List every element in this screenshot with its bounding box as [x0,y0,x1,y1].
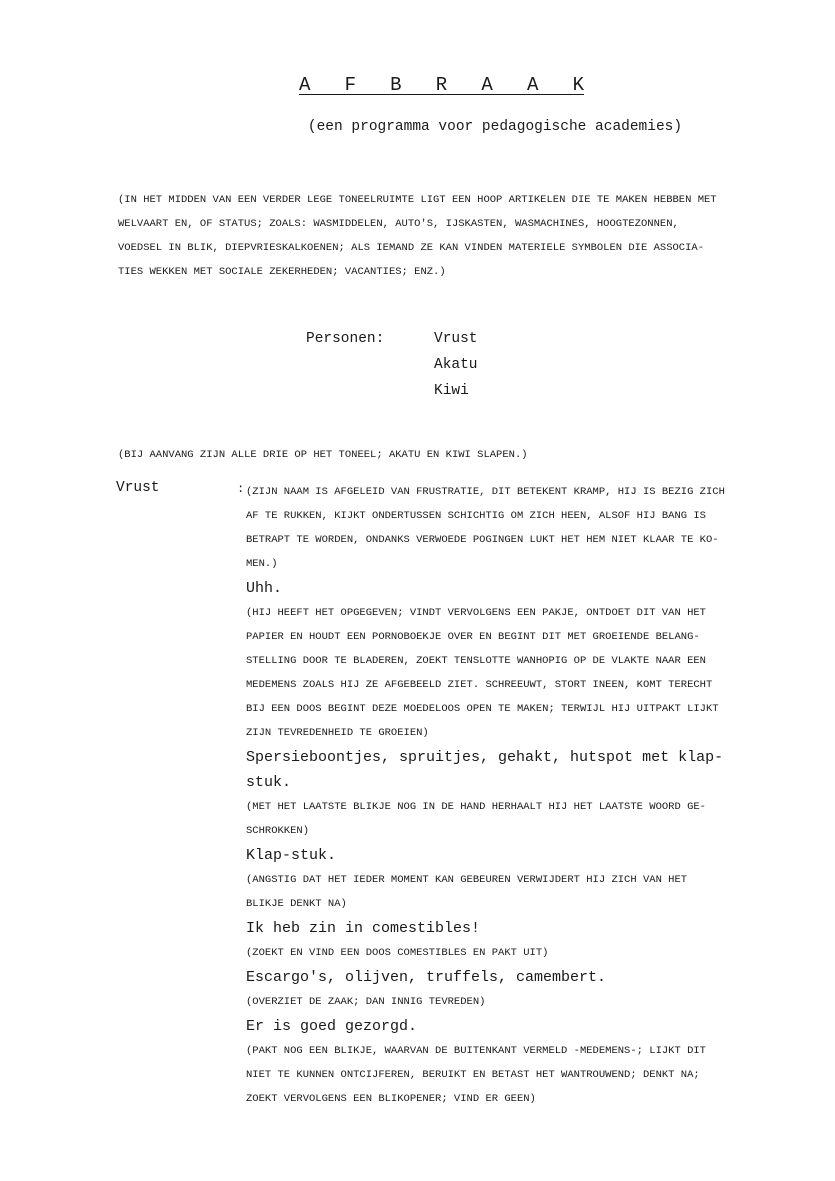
stage-direction-line: (HIJ HEEFT HET OPGEGEVEN; VINDT VERVOLGENS EEN PAKJE, ONTDOET DIT VAN HET [246,607,706,619]
stage-direction-line: ZOEKT VERVOLGENS EEN BLIKOPENER; VIND ER GEEN) [246,1093,536,1105]
stage-direction-line: BETRAPT TE WORDEN, ONDANKS VERWOEDE POGINGEN LUKT HET HEM NIET KLAAR TE KO- [246,534,719,546]
cast-name: Akatu [434,357,478,373]
spoken-line-text: Uhh. [246,580,283,597]
dialogue-body [246,480,786,1111]
spoken-line [246,965,786,990]
stage-direction [246,795,786,843]
cast-label: Personen: [306,331,385,347]
stage-direction-line: PAPIER EN HOUDT EEN PORNOBOEKJE OVER EN BEGINT DIT MET GROEIENDE BELANG- [246,631,700,643]
stage-direction-line: MEDEMENS ZOALS HIJ ZE AFGEBEELD ZIET. SCHREEUWT, STORT INEEN, KOMT TERECHT [246,679,713,691]
play-subtitle: (een programma voor pedagogische academies) [307,119,683,135]
stage-direction [246,1039,786,1111]
stage-intro-line: WELVAART EN, OF STATUS; ZOALS: WASMIDDELEN, AUTO'S, IJSKASTEN, WASMACHINES, HOOGTEZONNEN, [118,218,679,230]
play-title [0,74,835,96]
stage-direction-line: (MET HET LAATSTE BLIKJE NOG IN DE HAND HERHAALT HIJ HET LAATSTE WOORD GE- [246,801,706,813]
spoken-line [246,1014,786,1039]
spoken-line-text: Ik heb zin in comestibles! [246,920,481,937]
stage-direction [246,941,786,965]
stage-direction-line: (ZIJN NAAM IS AFGELEID VAN FRUSTRATIE, DIT BETEKENT KRAMP, HIJ IS BEZIG ZICH [246,486,725,498]
cast-name: Vrust [434,331,478,347]
stage-direction-line: BIJ EEN DOOS BEGINT DEZE MOEDELOOS OPEN TE MAKEN; TERWIJL HIJ UITPAKT LIJKT [246,703,719,715]
speaker-name: Vrust [116,480,160,496]
stage-direction [246,480,786,576]
spoken-line [246,745,786,795]
stage-direction [246,868,786,916]
opening-direction: (BIJ AANVANG ZIJN ALLE DRIE OP HET TONEEL; AKATU EN KIWI SLAPEN.) [118,449,528,461]
spoken-line [246,916,786,941]
spoken-line [246,843,786,868]
stage-direction-line: ZIJN TEVREDENHEID TE GROEIEN) [246,727,429,739]
stage-direction-line: MEN.) [246,558,278,570]
spoken-line-text: Escargo's, olijven, truffels, camembert. [246,969,607,986]
cast-name: Kiwi [434,383,469,399]
stage-direction-line: AF TE RUKKEN, KIJKT ONDERTUSSEN SCHICHTIG OM ZICH HEEN, ALSOF HIJ BANG IS [246,510,706,522]
stage-direction-line: (ZOEKT EN VIND EEN DOOS COMESTIBLES EN PAKT UIT) [246,947,549,959]
spoken-line [246,576,786,601]
stage-direction-line: (OVERZIET DE ZAAK; DAN INNIG TEVREDEN) [246,996,486,1008]
stage-direction-line: (PAKT NOG EEN BLIKJE, WAARVAN DE BUITENKANT VERMELD -MEDEMENS-; LIJKT DIT [246,1045,706,1057]
cast-names [434,326,554,404]
stage-direction-line: SCHROKKEN) [246,825,310,837]
stage-intro-line: (IN HET MIDDEN VAN EEN VERDER LEGE TONEELRUIMTE LIGT EEN HOOP ARTIKELEN DIE TE MAKEN HEBBEN MET [118,194,717,206]
speaker-colon: : [237,482,245,496]
stage-direction-line: BLIKJE DENKT NA) [246,898,347,910]
spoken-line-text: Spersieboontjes, spruitjes, gehakt, hutspot met klap- [246,749,724,766]
stage-direction-line: (ANGSTIG DAT HET IEDER MOMENT KAN GEBEUREN VERWIJDERT HIJ ZICH VAN HET [246,874,688,886]
stage-direction [246,601,786,745]
stage-intro-line: VOEDSEL IN BLIK, DIEPVRIESKALKOENEN; ALS IEMAND ZE KAN VINDEN MATERIELE SYMBOLEN DIE ASSOCIA- [118,242,704,254]
spoken-line-text: Er is goed gezorgd. [246,1018,418,1035]
stage-direction-line: STELLING DOOR TE BLADEREN, ZOEKT TENSLOTTE WANHOPIG OP DE VLAKTE NAAR EEN [246,655,706,667]
stage-direction-line: NIET TE KUNNEN ONTCIJFEREN, BERUIKT EN BETAST HET WANTROUWEND; DENKT NA; [246,1069,700,1081]
spoken-line-text: Klap-stuk. [246,847,337,864]
play-title-text: A F B R A A K [298,74,585,96]
stage-direction [246,990,786,1014]
stage-intro-line: TIES WEKKEN MET SOCIALE ZEKERHEDEN; VACANTIES; ENZ.) [118,266,446,278]
stage-intro-direction [118,188,778,284]
spoken-line-text: stuk. [246,774,292,791]
